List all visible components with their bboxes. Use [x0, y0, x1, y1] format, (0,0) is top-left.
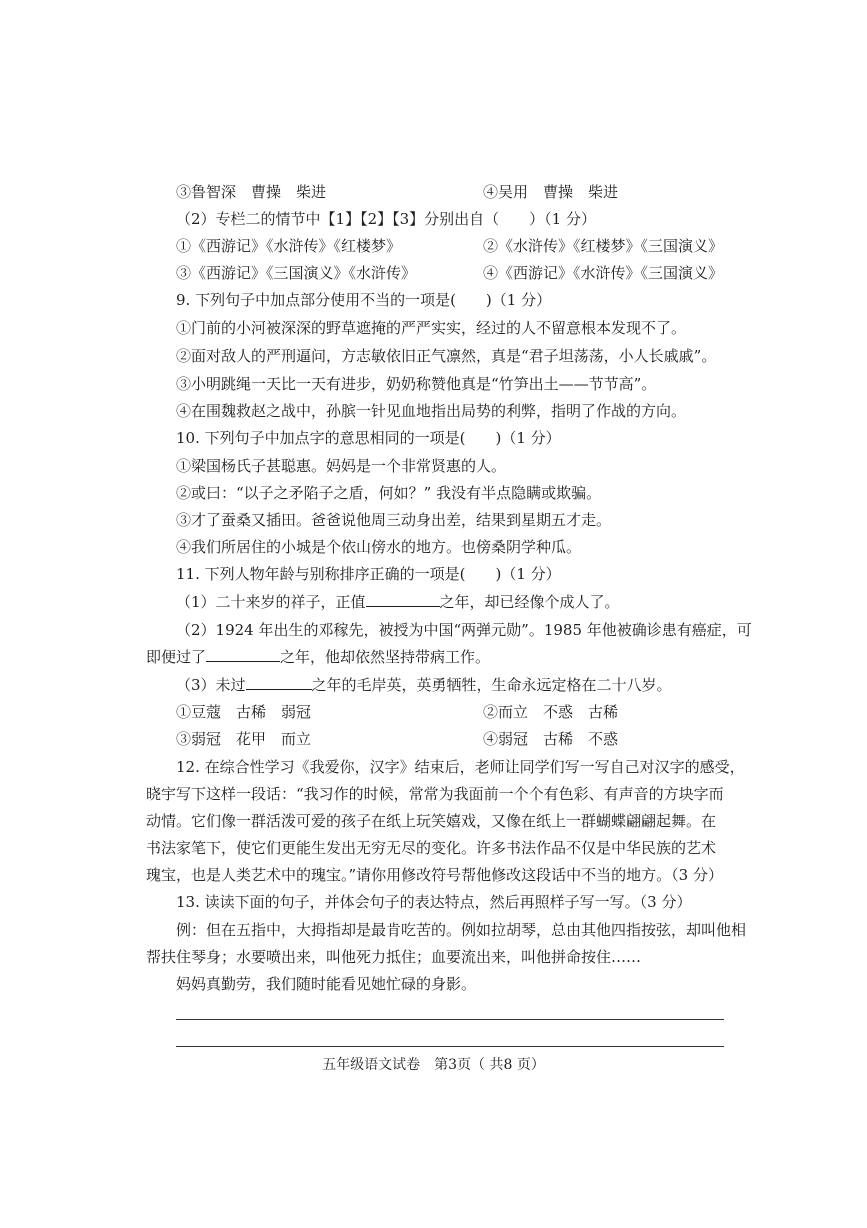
page-footer: 五年级语文试卷 第3页（ 共8 页）: [322, 1057, 545, 1073]
q10-sentence-1: ①梁国杨氏子甚聪惠。妈妈是一个非常贤惠的人。: [176, 457, 507, 475]
q11-option-4: ④弱冠 古稀 不惑: [483, 730, 619, 748]
q11-blank-2: [206, 647, 280, 662]
q11-blank-1: [366, 592, 440, 607]
q8-part2-stem: （2）专栏二的情节中【1】【2】【3】分别出自（ ）（1 分）: [176, 210, 596, 228]
q13-example-line-2: 帮扶住琴身；水要喷出来，叫他死力抵住；血要流出来，叫他拼命按住……: [146, 948, 642, 966]
q11-item-1-before: （1）二十来岁的祥子，正值: [176, 593, 366, 611]
q11-item-1: [176, 592, 620, 612]
q10-sentence-4: ④我们所居住的小城是个依山傍水的地方。也傍桑阴学种瓜。: [176, 538, 582, 556]
q12-line-1: 12. 在综合性学习《我爱你，汉字》结束后，老师让同学们写一写自己对汉字的感受，: [176, 758, 745, 776]
q11-option-1: ①豆蔻 古稀 弱冠: [176, 703, 312, 721]
q9-sentence-3: ③小明跳绳一天比一天有进步，奶奶称赞他真是“竹笋出土——节节高”。: [176, 375, 657, 393]
q9-sentence-1: ①门前的小河被深深的野草遮掩的严严实实，经过的人不留意根本发现不了。: [176, 319, 687, 337]
q13-example-line-1: 例：但在五指中，大拇指却是最肯吃苦的。例如拉胡琴，总由其他四指按弦，却叫他相: [176, 921, 747, 939]
q12-line-4: 书法家笔下，使它们更能生发出无穷无尽的变化。许多书法作品不仅是中华民族的艺术: [146, 839, 717, 857]
q10-sentence-3: ③才了蚕桑又插田。爸爸说他周三动身出差，结果到星期五才走。: [176, 511, 612, 529]
q8-option-4: ④吴用 曹操 柴进: [483, 183, 619, 201]
q12-line-2: 晓宇写下这样一段话：“我习作的时候，常常为我面前一个个有色彩、有声音的方块字而: [146, 785, 724, 803]
q9-stem: 9. 下列句子中加点部分使用不当的一项是( )（1 分）: [176, 291, 552, 309]
q11-item-3-after: 之年的毛岸英，英勇牺牲，生命永远定格在二十八岁。: [311, 676, 672, 694]
q11-item-2-before: 即便过了: [146, 648, 207, 666]
q11-item-2-line-2: [146, 647, 490, 667]
q8-part2-option-1: ①《西游记》《水浒传》《红楼梦》: [176, 237, 402, 255]
q13-prompt-sentence: 妈妈真勤劳，我们随时能看见她忙碌的身影。: [176, 975, 477, 993]
q11-item-2-after: 之年，他却依然坚持带病工作。: [280, 648, 491, 666]
q11-stem: 11. 下列人物年龄与别称排序正确的一项是( )（1 分）: [176, 565, 561, 583]
q12-line-5: 瑰宝，也是人类艺术中的瑰宝。”请你用修改符号帮他修改这段话中不当的地方。（3 分）: [146, 866, 723, 884]
answer-line-2: [176, 1046, 724, 1047]
q12-line-3: 动情。它们像一群活泼可爱的孩子在纸上玩笑嬉戏，又像在纸上一群蝴蝶翩翩起舞。在: [146, 812, 717, 830]
q11-item-3: [176, 675, 672, 695]
answer-line-1: [176, 1019, 724, 1020]
q8-option-3: ③鲁智深 曹操 柴进: [176, 183, 327, 201]
q8-part2-option-3: ③《西游记》《三国演义》《水浒传》: [176, 264, 417, 282]
q11-item-2-line-1: （2）1924 年出生的邓稼先，被授为中国“两弹元勋”。1985 年他被确诊患有癌症，可: [176, 621, 752, 639]
q11-option-2: ②而立 不惑 古稀: [483, 703, 619, 721]
q10-sentence-2: ②或曰：“以子之矛陷子之盾，何如？” 我没有半点隐瞒或欺骗。: [176, 484, 602, 502]
q11-item-1-after: 之年，却已经像个成人了。: [439, 593, 620, 611]
q9-sentence-2: ②面对敌人的严刑逼问，方志敏依旧正气凛然，真是“君子坦荡荡，小人长戚戚”。: [176, 347, 717, 365]
q13-stem: 13. 读读下面的句子，并体会句子的表达特点，然后再照样子写一写。（3 分）: [176, 893, 692, 911]
q8-part2-option-4: ④《西游记》《水浒传》《三国演义》: [483, 264, 724, 282]
q9-sentence-4: ④在围魏救赵之战中，孙膑一针见血地指出局势的利弊，指明了作战的方向。: [176, 402, 687, 420]
q10-stem: 10. 下列句子中加点字的意思相同的一项是( )（1 分）: [176, 429, 561, 447]
q11-blank-3: [246, 675, 312, 690]
q8-part2-option-2: ②《水浒传》《红楼梦》《三国演义》: [483, 237, 724, 255]
q11-option-3: ③弱冠 花甲 而立: [176, 730, 312, 748]
q11-item-3-before: （3）未过: [176, 676, 246, 694]
